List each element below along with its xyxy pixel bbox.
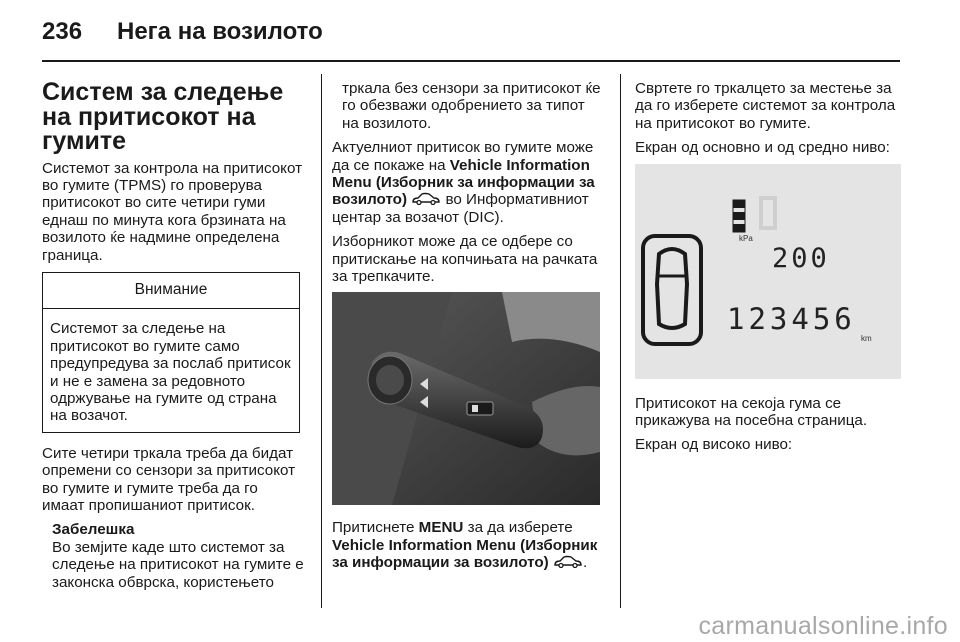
warning-body: Системот за следење на притисокот во гумите само предупредува за послаб притисок и не е замена за редовното одржување на гумите од страна на возачот. — [50, 320, 291, 425]
note-body: Во земјите каде што системот за следење на притисокот на гумите е законска обврска, користењето — [52, 538, 304, 591]
warning-box — [42, 272, 300, 433]
dic-display — [635, 164, 901, 379]
pressure-menu-paragraph: Актуелниот притисок во гумите може да се покаже на Vehicle Information Menu (Изборник за информации за возилото) во Информативниот центар за возачот (DIC). — [332, 139, 595, 226]
note-block — [42, 521, 304, 591]
watermark: carmanualsonline.info — [698, 612, 948, 640]
selection-paragraph: Изборникот може да се одбере со притискање на копчињата на рачката за трепкачите. — [332, 233, 598, 286]
column-divider-2 — [620, 74, 621, 608]
section-heading: Систем за следење на притисокот на гумите — [42, 78, 284, 155]
car-icon — [411, 192, 441, 205]
high-level-label: Екран од високо ниво: — [635, 436, 793, 454]
pressure-value: 200 — [772, 242, 830, 274]
sensor-paragraph: Сите четири тркала треба да бидат опремени со сензори за притисокот во гумите и гумите треба да го имаат пропишаниот притисок. — [42, 444, 296, 514]
intro-paragraph: Системот за контрола на притисокот во гумите (TPMS) го проверува притисокот во сите четири гуми еднаш по минута кога брзината на возилото ќе надмине определена граница. — [42, 159, 303, 264]
column-2 — [332, 80, 604, 579]
page-number: 236 — [42, 18, 83, 45]
lever-illustration — [332, 292, 600, 505]
continued-paragraph: тркала без сензори за притисокот ќе го обезважи одобрението за типот на возилото. — [342, 80, 601, 132]
odometer-unit: km — [861, 333, 872, 343]
car-icon-2 — [553, 555, 583, 568]
per-tyre-paragraph: Притисокот на секоја гума се прикажува на посебна страница. — [635, 394, 868, 430]
column-divider-1 — [321, 74, 322, 608]
column-1 — [42, 80, 304, 591]
wheel-paragraph: Свртете го тркалцето за местење за да го изберете системот за контрола на притисокот во гумите. — [635, 80, 896, 132]
header-rule — [42, 60, 900, 62]
vehicle-info-menu-label: Vehicle Information Menu (Изборник за информации за возилото) — [332, 156, 595, 209]
odometer-value: 123456 — [727, 301, 856, 336]
basic-level-label: Екран од основно и од средно ниво: — [635, 139, 890, 157]
page-header — [0, 0, 960, 60]
pressure-unit: kPa — [739, 233, 753, 243]
turn-signal-lever-photo — [332, 292, 600, 505]
warning-title: Внимание — [43, 273, 299, 309]
note-title: Забелешка — [52, 521, 135, 539]
vehicle-info-menu-label-2: Vehicle Information Menu (Изборник за информации за возилото) — [332, 536, 598, 572]
column-3 — [635, 80, 903, 461]
menu-instruction-paragraph: Притиснете MENU за да изберете Vehicle Information Menu (Изборник за информации за возилото) . — [332, 519, 598, 572]
header-title: Нега на возилото — [117, 18, 323, 45]
menu-button-label: MENU — [418, 519, 464, 537]
